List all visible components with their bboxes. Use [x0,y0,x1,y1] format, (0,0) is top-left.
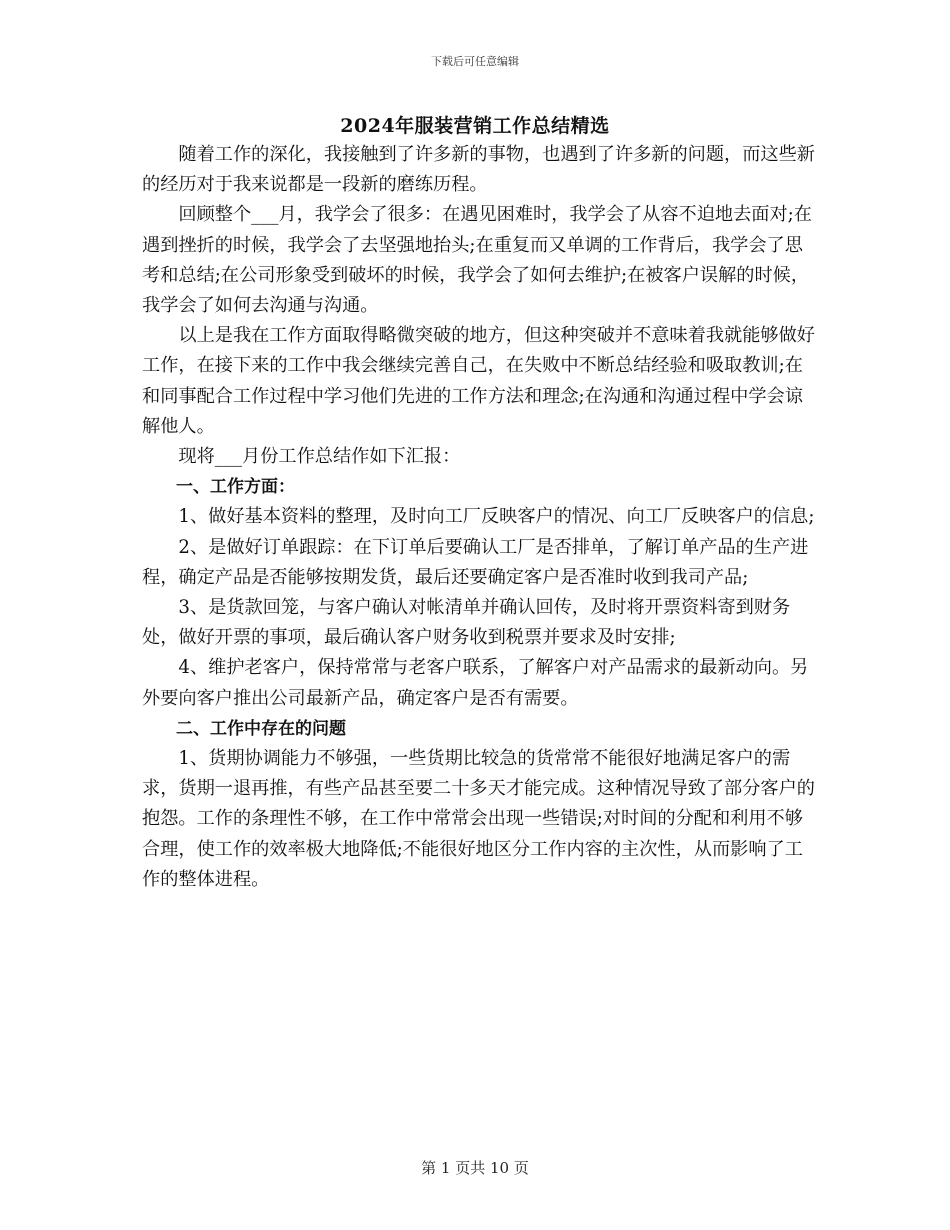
page-header-note: 下载后可任意编辑 [431,55,519,68]
paragraph: 回顾整个___月，我学会了很多：在遇见困难时，我学会了从容不迫地去面对;在遇到挫折的时候，我学会了去坚强地抬头;在重复而又单调的工作背后，我学会了思考和总结;在公司形象受到破坏的时候，我学会了如何去维护;在被客户误解的时候，我学会了如何去沟通与沟通。 [142,204,812,317]
paragraph: 随着工作的深化，我接触到了许多新的事物，也遇到了许多新的问题，而这些新的经历对于我来说都是一段新的磨练历程。 [142,144,815,196]
list-item: 1、货期协调能力不够强，一些货期比较急的货常常不能很好地满足客户的需求，货期一退再推，有些产品甚至要二十多天才能完成。这种情况导致了部分客户的抱怨。工作的条理性不够，在工作中常常会出现一些错误;对时间的分配和利用不够合理，使工作的效率极大地降低;不能很好地区分工作内容的主次性，从而影响了工作的整体进程。 [142,748,815,890]
paragraph: 现将___月份工作总结作如下汇报： [178,446,461,468]
paragraph: 以上是我在工作方面取得略微突破的地方，但这种突破并不意味着我就能够做好工作，在接下来的工作中我会继续完善自己，在失败中不断总结经验和吸取教训;在和同事配合工作过程中学习他们先进的工作方法和理念;在沟通和沟通过程中学会谅解他人。 [142,325,815,437]
page-number: 第 1 页共 10 页 [421,1159,529,1177]
list-item: 4、维护老客户，保持常常与老客户联系，了解客户对产品需求的最新动向。另外要向客户推出公司最新产品，确定客户是否有需要。 [142,657,809,709]
document-body [142,140,818,895]
list-item: 1、做好基本资料的整理，及时向工厂反映客户的情况、向工厂反映客户的信息; [178,506,815,528]
section-heading: 二、工作中存在的问题 [176,718,346,739]
list-item: 2、是做好订单跟踪：在下订单后要确认工厂是否排单，了解订单产品的生产进程，确定产品是否能够按期发货，最后还要确定客户是否准时收到我司产品; [142,536,809,588]
document-title: 2024年服装营销工作总结精选 [340,115,610,137]
section-heading: 一、工作方面： [176,477,295,498]
list-item: 3、是货款回笼，与客户确认对帐清单并确认回传，及时将开票资料寄到财务处，做好开票的事项，最后确认客户财务收到税票并要求及时安排; [142,597,791,649]
